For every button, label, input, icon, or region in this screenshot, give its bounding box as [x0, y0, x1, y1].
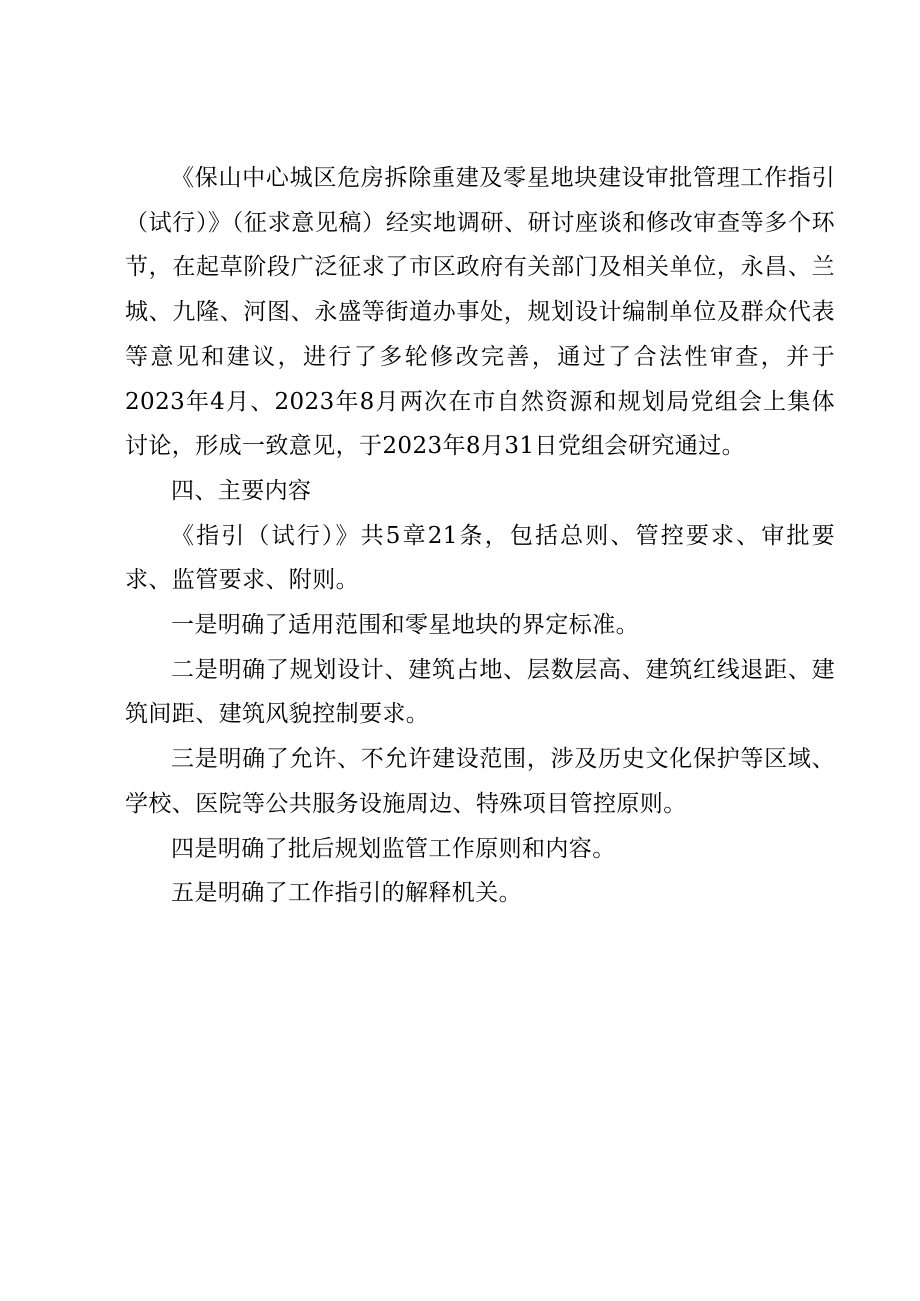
document-body	[125, 156, 835, 916]
point-1-paragraph: 一是明确了适用范围和零星地块的界定标准。	[171, 612, 639, 639]
summary-paragraph: 《指引（试行）》共5章21条，包括总则、管控要求、审批要求、监管要求、附则。	[125, 522, 835, 594]
intro-paragraph: 《保山中心城区危房拆除重建及零星地块建设审批管理工作指引（试行）》（征求意见稿）经实地调研、研讨座谈和修改审查等多个环节，在起草阶段广泛征求了市区政府有关部门及相关单位，永昌、兰城、九隆、河图、永盛等街道办事处，规划设计编制单位及群众代表等意见和建议，进行了多轮修改完善，通过了合法性审查，并于2023年4月、2023年8月两次在市自然资源和规划局党组会上集体讨论，形成一致意见，于2023年8月31日党组会研究通过。	[125, 165, 835, 460]
point-3-paragraph: 三是明确了允许、不允许建设范围，涉及历史文化保护等区域、学校、医院等公共服务设施周边、特殊项目管控原则。	[125, 746, 835, 817]
point-5-paragraph: 五是明确了工作指引的解释机关。	[171, 880, 522, 907]
point-4-paragraph: 四是明确了批后规划监管工作原则和内容。	[171, 835, 616, 862]
point-2-paragraph: 二是明确了规划设计、建筑占地、层数层高、建筑红线退距、建筑间距、建筑风貌控制要求。	[125, 656, 835, 728]
section-heading: 四、主要内容	[171, 477, 312, 504]
